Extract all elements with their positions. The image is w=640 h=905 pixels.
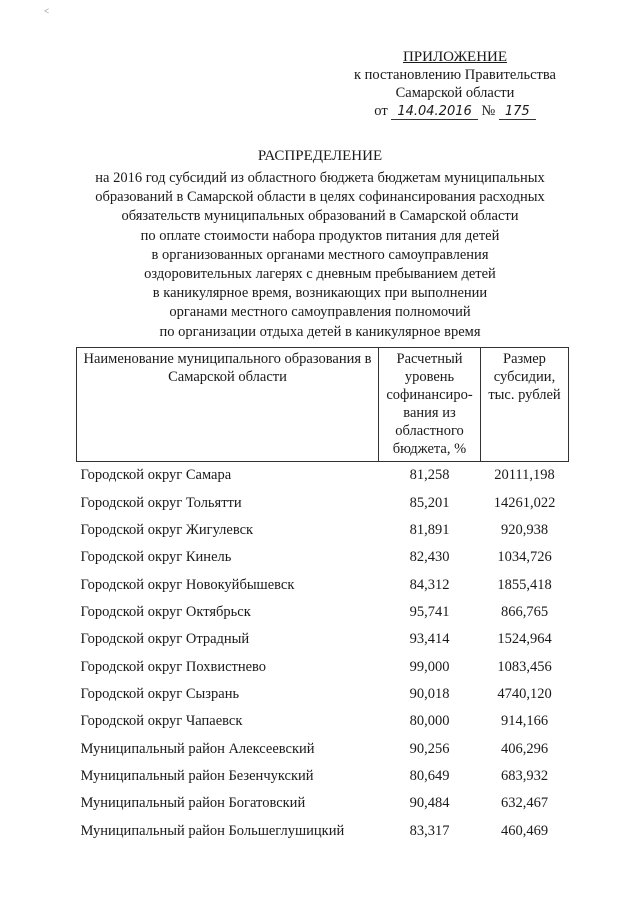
cofinancing-level: 82,430 (409, 549, 450, 566)
municipality-name: Городской округ Тольятти (80, 494, 242, 511)
subsidy-amount: 920,938 (500, 521, 549, 538)
subsidy-amount: 1083,456 (497, 658, 552, 675)
cofinancing-level: 85,201 (409, 494, 450, 511)
municipality-name: Городской округ Кинель (80, 549, 232, 566)
cofinancing-level: 93,414 (409, 631, 450, 648)
subtitle-line: на 2016 год субсидий из областного бюджета бюджетам муниципальных (95, 170, 545, 186)
cofinancing-level: 90,484 (409, 795, 450, 812)
table-row (77, 735, 569, 762)
appendix-date-line (330, 102, 580, 121)
number-value: 175 (499, 104, 536, 120)
municipality-name: Муниципальный район Богатовский (80, 795, 306, 812)
municipality-name: Городской округ Похвистнево (80, 658, 267, 675)
table-row (77, 790, 569, 817)
subsidy-amount: 460,469 (500, 822, 549, 839)
subtitle-line: в каникулярное время, возникающих при выполнении (152, 285, 488, 302)
table-row (77, 571, 569, 598)
subsidy-amount: 20111,198 (494, 467, 555, 484)
municipality-name: Муниципальный район Безенчукский (80, 767, 314, 784)
table-row (77, 763, 569, 790)
corner-mark: < (44, 6, 50, 16)
subtitle-line: органами местного самоуправления полномочий (169, 304, 471, 321)
appendix-title: ПРИЛОЖЕНИЕ (402, 49, 508, 65)
municipality-name: Городской округ Отрадный (80, 631, 250, 648)
subtitle-line: по организации отдыха детей в каникулярное время (159, 323, 481, 340)
table-row (77, 599, 569, 626)
cofinancing-level: 90,256 (409, 740, 450, 757)
subsidy-amount: 406,296 (500, 740, 549, 757)
table-row (77, 708, 569, 735)
subsidy-amount: 1524,964 (497, 631, 552, 648)
municipality-name: Городской округ Жигулевск (80, 521, 254, 538)
subtitle-line: обязательств муниципальных образований в Самарской области (121, 208, 519, 225)
document-heading: РАСПРЕДЕЛЕНИЕ (257, 148, 383, 164)
subsidy-amount: 1034,726 (497, 549, 552, 566)
header-subsidy-amount: Размер субсидии, тыс. рублей (481, 348, 569, 462)
appendix-line-2: Самарской области (395, 85, 515, 101)
subsidy-amount: 14261,022 (493, 494, 556, 511)
subsidy-amount: 914,166 (500, 713, 549, 730)
subsidy-amount: 632,467 (500, 795, 549, 812)
municipality-name: Городской округ Самара (80, 467, 232, 484)
cofinancing-level: 90,018 (409, 685, 450, 702)
header-cofinancing-level: Расчетный уровень софинансиро-вания из областного бюджета, % (379, 348, 481, 462)
table-row (77, 653, 569, 680)
number-prefix: № (481, 103, 496, 119)
table-row (77, 489, 569, 516)
table-row (77, 462, 569, 490)
municipality-name: Городской округ Новокуйбышевск (80, 576, 295, 593)
cofinancing-level: 84,312 (409, 576, 450, 593)
cofinancing-level: 99,000 (409, 658, 450, 675)
document-subtitle (60, 169, 580, 342)
header-municipality: Наименование муниципального образования в Самарской области (77, 348, 379, 462)
municipality-name: Муниципальный район Алексеевский (80, 740, 315, 757)
municipality-name: Городской округ Чапаевск (80, 713, 243, 730)
appendix-line-1: к постановлению Правительства (354, 67, 556, 83)
subtitle-line: образований в Самарской области в целях софинансирования расходных (95, 189, 545, 206)
table-header-row (77, 348, 569, 462)
subsidy-amount: 1855,418 (497, 576, 552, 593)
cofinancing-level: 83,317 (409, 822, 450, 839)
cofinancing-level: 80,649 (409, 767, 450, 784)
subtitle-line: в организованных органами местного самоуправления (151, 246, 489, 263)
municipality-name: Городской округ Октябрьск (80, 603, 251, 620)
cofinancing-level: 95,741 (409, 603, 450, 620)
distribution-table (76, 347, 569, 845)
subsidy-amount: 683,932 (500, 767, 549, 784)
table-row (77, 817, 569, 844)
table-row (77, 517, 569, 544)
municipality-name: Городской округ Сызрань (80, 685, 240, 702)
appendix-block (330, 48, 580, 121)
date-prefix: от (374, 103, 388, 119)
cofinancing-level: 81,891 (409, 521, 450, 538)
subtitle-line: оздоровительных лагерях с дневным пребыванием детей (144, 266, 496, 283)
municipality-name: Муниципальный район Большеглушицкий (80, 822, 345, 839)
table-row (77, 681, 569, 708)
cofinancing-level: 81,258 (409, 467, 450, 484)
table-row (77, 544, 569, 571)
subsidy-amount: 4740,120 (497, 685, 552, 702)
cofinancing-level: 80,000 (409, 713, 450, 730)
subsidy-amount: 866,765 (500, 603, 549, 620)
date-value: 14.04.2016 (391, 104, 477, 120)
table-row (77, 626, 569, 653)
subtitle-line: по оплате стоимости набора продуктов питания для детей (140, 227, 500, 244)
